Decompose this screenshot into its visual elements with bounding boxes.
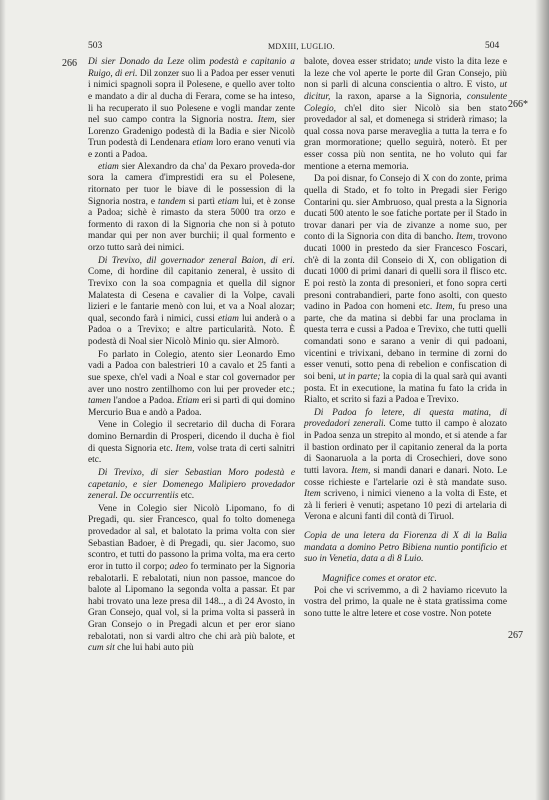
- page-number-right: 504: [485, 41, 500, 51]
- paragraph: Poi che vi scrivemmo, a dì 2 haviamo ricevuto la vostra del primo, la quale ne è stata gratissima come sono tutte le altre letere et cose vostre. Non potete: [304, 585, 507, 619]
- paragraph: Di Padoa fo letere, di questa matina, di provedadori zenerali. Come tutto il campo è alozato in Padoa senza un strepito al mondo, et si atende a far il bastion ordinato per il capitanio zeneral da la porta di Saonaruola a la porta di Crosechieri, dove sono tutti lavora. Item, si mandi danari e danari. Noto. Le cosse richieste e l'artelarie ozi è stà mandate suso. Item scriveno, i nimici vieneno a la volta di Este, et zà li ferieri è venuti; aspetano 10 pezi di artelaria di Verona e alcuni fanti dil contà di Tiruol.: [304, 407, 507, 523]
- paragraph: Di Trevixo, dil governador zeneral Baion, di eri. Come, di hordine dil capitanio zeneral, è ussito di Trevixo con la soa compagnia et quella dil signor Malatesta di Cesena e cavalier di la Volpe, cavali lizieri e le fantarie menò con lui, et va a Noal alozar; qual, secondo farà i nimici, cussi etiam lui anderà o a Padoa o a Trevixo; e altre particularità. Noto. È podestà di Noal sier Nicolò Minio qu. sier Almorò.: [88, 255, 295, 347]
- gutter-shadow: [0, 0, 6, 800]
- margin-number-left: 266: [62, 58, 77, 69]
- running-header: [0, 41, 549, 55]
- margin-number-right-267: 267: [508, 630, 523, 641]
- margin-number-right: 266*: [508, 99, 528, 110]
- paragraph: balote, dovea esser stridato; unde visto la dita leze e la leze che vol aperte le porte dil Gran Consejo, più non si parli di alcuna conscientia o altro. E visto, ut dicitur, la raxon, aparse a la Signoria, consulente Colegio, ch'el dito sier Nicolò sia ben stato provedador al sal, et domenega si striderà rimaso; la qual cossa nova parse meraveglia a tutta la terra e fo gran mormoratione; quello seguirà, noterò. Et per esser cossa più non sentita, ne ho voluto qui far mentione a eterna memoria.: [304, 57, 507, 172]
- paragraph: Di Trevixo, di sier Sebastian Moro podestà e capetanio, e sier Domenego Malipiero provedador zeneral. De occurrentiis etc.: [88, 467, 295, 502]
- right-column: [304, 57, 507, 620]
- letter-salutation: Magnifice comes et orator etc.: [322, 573, 437, 584]
- page-number-left: 503: [88, 41, 103, 51]
- page-edge-shadow: [535, 0, 549, 800]
- running-title: MDXIII, LUGLIO.: [268, 42, 335, 51]
- paragraph: etiam sier Alexandro da cha' da Pexaro proveda-dor sora la camera d'imprestidi era su el Polesene, ritornato per tuor le biave di le possession di la Signoria nostra, e tandem si partì etiam lui, et è zonse a Padoa; sichè è rimasto da stera 5000 tra orzo e formento di raxon di la Signoria che non si à potuto mandar qui per non aver burchii; il qual formento e orzo tutto sarà dei nimici.: [88, 161, 296, 253]
- paragraph: Vene in Colegio sier Nicolò Lipomano, fo di Pregadi, qu. sier Francesco, qual fo tolto domenega provedador al sal, et balotato la prima volta con sier Sebastian Badoer, è di Pregadi, qu. sier Jacomo, suo scontro, et tutti do passono la prima volta, ma era certo eror in tutto il corpo; adeo fo terminato per la Signoria rebalotarli. E rebalotati, niun non passoe, mancoe do balote al Lipomano la segonda volta a passar. Et par habi trovato una leze presa dil 148.., a dì 24 Avosto, in Gran Consejo, qual vol, si la prima volta si passerà in Gran Consejo o in Pregadi alcun et per eror siano rebalotati, non si vardi altro che chi arà più balote, et cum sit che lui habi auto più: [88, 503, 295, 654]
- paragraph: Da poi disnar, fo Consejo di X con do zonte, prima quella di Stado, et fo tolto in Pregadi sier Ferigo Contarini qu. sier Ambruoso, qual presta a la Signoria ducati 500 atento le soe fatiche portate per il Stado in trovar danari per via de zivanze a nome suo, per conto di la Signoria con dita di bancho. Item, trovono ducati 1000 in prestedo da sier Francesco Foscari, ch'è di la zonta dil Conseio di X, con obligation di ducati 1000 di primi danari di quelli sora il flisco etc. E poi restò la zonta di presonieri, et fono sopra certi presoni contrabandieri, parte fono asolti, con questo vadino in Padoa con homeni etc. Item, fu preso una parte, che da matina si debbi far una proclama in questa terra e cussi a Padoa e Trevixo, che tutti quelli comandati sono e sarano a venir di qui padoani, vicentini e trivixani, debano in termine di zorni do esser venuti, sotto pena di rebelion e confiscation di soi beni, ut in parte; la copia di la qual sarà qui avanti posta. Et in executione, la matina fu fato la crida in Rialto, et scrito si fazi a Padoa e Trevixo.: [304, 174, 508, 406]
- left-column: [88, 57, 295, 655]
- paragraph: Fo parlato in Colegio, atento sier Leonardo Emo vadi a Padoa con balestrieri 10 a cavalo et 25 fanti a sue spexe, ch'el vadi a Noal e star col governador per aver uno nostro zentilhomo con lui per proveder etc.; tamen l'andoe a Padoa. Etiam eri si partì di qui domino Mercurio Bua e andò a Padoa.: [88, 349, 295, 418]
- paragraph: Vene in Colegio il secretario dil ducha di Forara domino Bernardin di Prosperi, dicendo il ducha è fiol di questa Signoria etc. Item, volse trata di certi salnitri etc.: [88, 420, 295, 466]
- paragraph: Di sier Donado da Leze olim podestà e capitanio a Ruigo, di eri. Dil zonzer suo li a Padoa per esser venuti i nimici spagnoli sopra il Polesene, e quello aver tolto e mandato a dir al ducha di Ferara, come se ha inteso, li ha recuperato il suo Polesene e vogli mandar zente nel suo campo contra la Signoria nostra. Item, sier Lorenzo Gradenigo podestà di la Badia e sier Nicolò Trun podestà di Lendenara etiam loro erano venuti via e zonti a Padoa.: [88, 57, 295, 160]
- letter-heading: Copia de una letera da Fiorenza di X di la Balia mandata a domino Petro Bibiena nuntio pontificio et suo in Venetia, data a dì 8 Luio.: [304, 531, 507, 565]
